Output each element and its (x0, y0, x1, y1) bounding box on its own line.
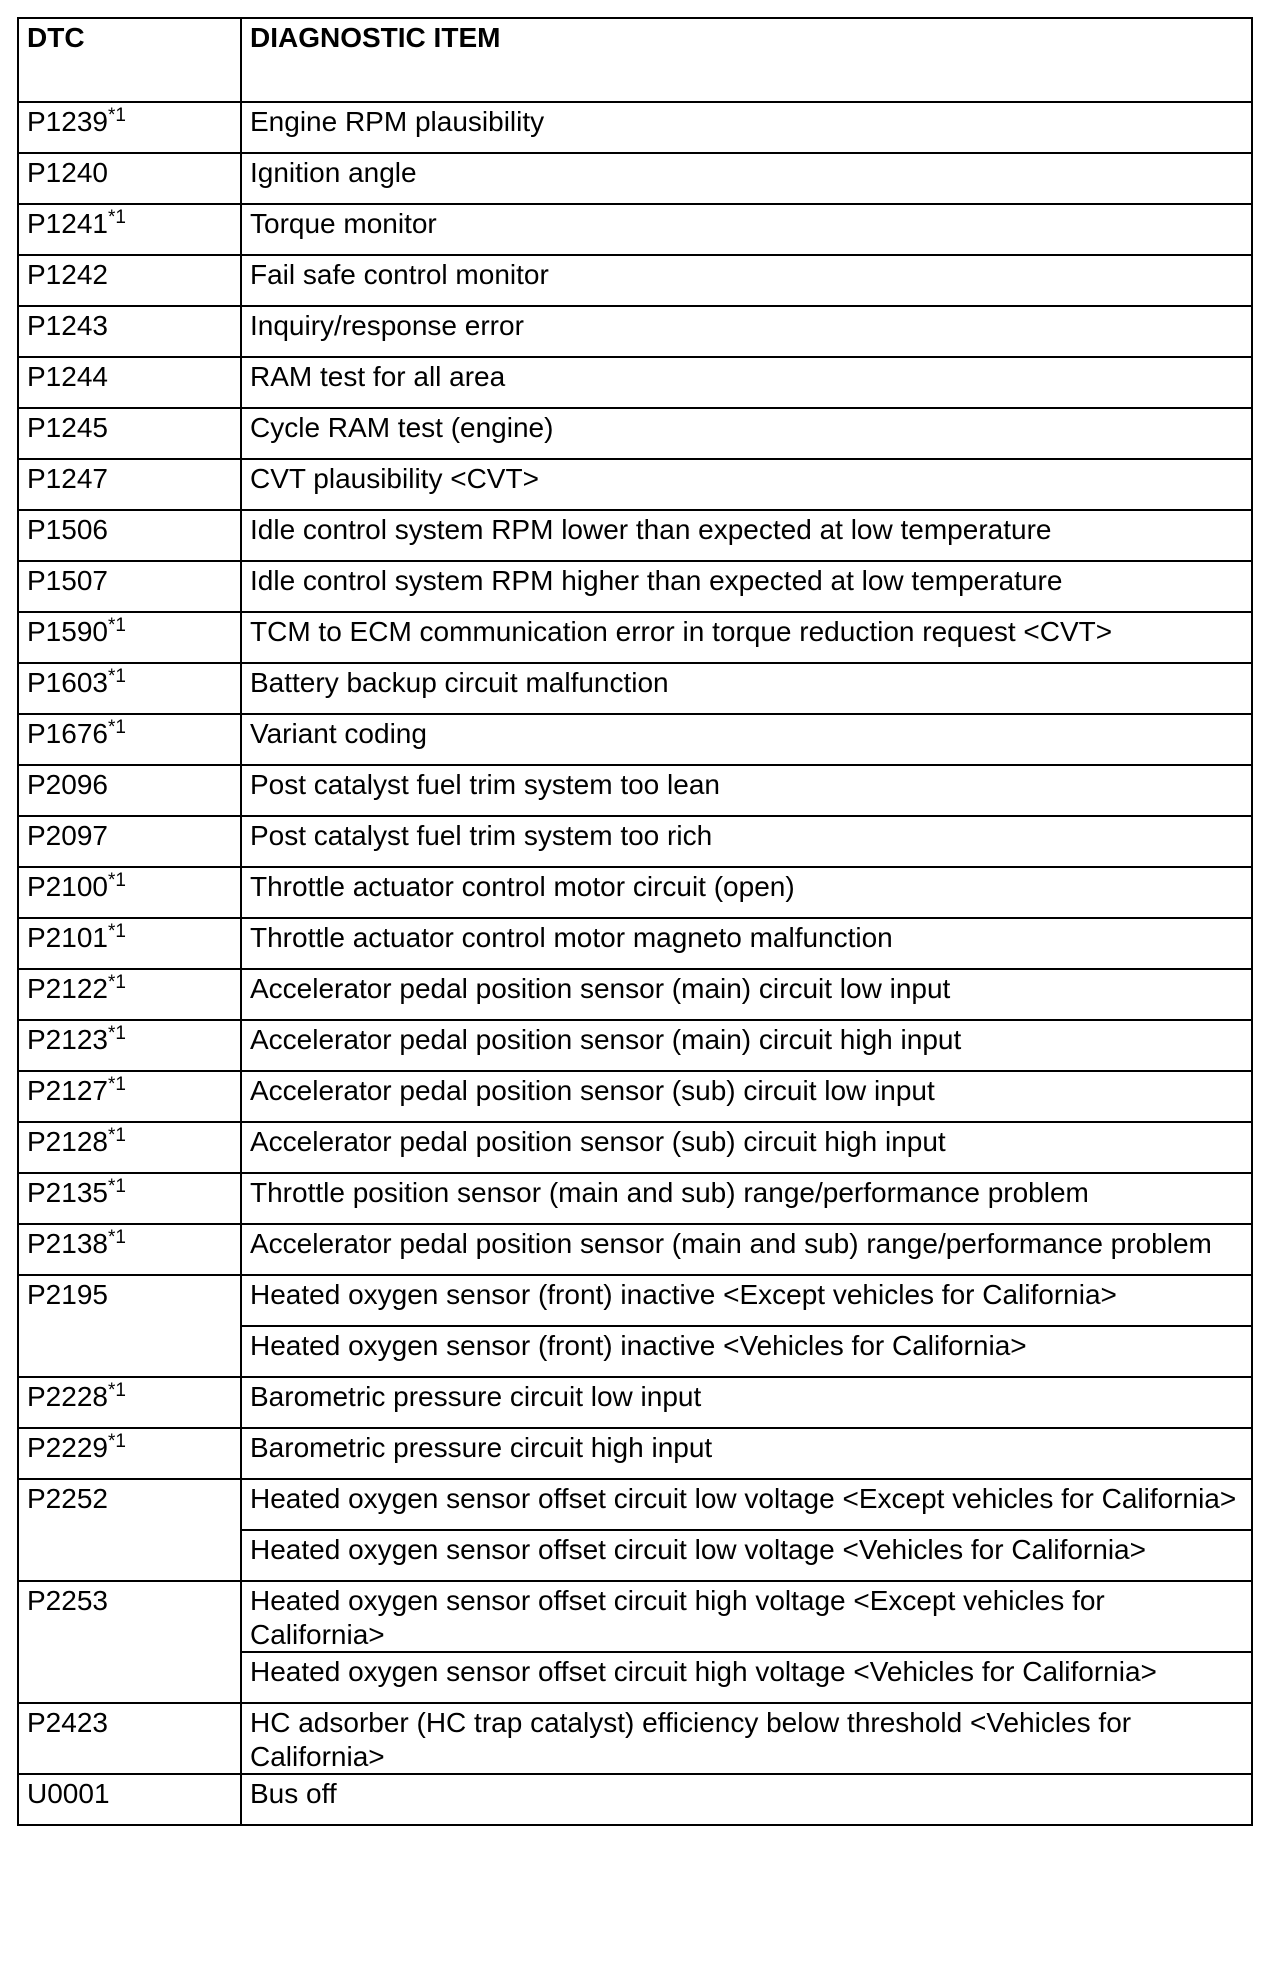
diagnostic-item-cell: Post catalyst fuel trim system too rich (241, 816, 1252, 867)
diagnostic-item-cell: Idle control system RPM lower than expected at low temperature (241, 510, 1252, 561)
dtc-code-cell (18, 1122, 241, 1173)
diagnostic-item-cell: Torque monitor (241, 204, 1252, 255)
diagnostic-item-cell: HC adsorber (HC trap catalyst) efficiency below threshold <Vehicles for California> (241, 1703, 1252, 1774)
dtc-code: P1240 (27, 157, 108, 188)
diagnostic-item-cell: Throttle actuator control motor circuit (open) (241, 867, 1252, 918)
dtc-code: P2097 (27, 820, 108, 851)
table-row (18, 1122, 1252, 1173)
dtc-code-cell (18, 255, 241, 306)
dtc-code-cell (18, 612, 241, 663)
dtc-code: P2423 (27, 1707, 108, 1739)
footnote-marker: *1 (107, 1023, 126, 1044)
dtc-code-cell (18, 204, 241, 255)
table-row (18, 1020, 1252, 1071)
dtc-code-cell (18, 1224, 241, 1275)
diagnostic-item-cell: Fail safe control monitor (241, 255, 1252, 306)
table-row (18, 612, 1252, 663)
diagnostic-item-cell: Accelerator pedal position sensor (sub) circuit high input (241, 1122, 1252, 1173)
dtc-code: P1247 (27, 463, 108, 494)
dtc-code-cell (18, 918, 241, 969)
dtc-code-cell (18, 1774, 241, 1825)
diagnostic-item-cell: Engine RPM plausibility (241, 102, 1252, 153)
dtc-code-cell (18, 306, 241, 357)
dtc-code: P2100 (27, 871, 108, 902)
diagnostic-item-cell: Throttle position sensor (main and sub) range/performance problem (241, 1173, 1252, 1224)
diagnostic-item-cell: Heated oxygen sensor offset circuit low voltage <Except vehicles for California> (241, 1479, 1252, 1530)
table-row (18, 561, 1252, 612)
table-row (18, 867, 1252, 918)
dtc-code-cell (18, 663, 241, 714)
table-row (18, 408, 1252, 459)
diagnostic-item-cell: Throttle actuator control motor magneto malfunction (241, 918, 1252, 969)
diagnostic-item-cell: Battery backup circuit malfunction (241, 663, 1252, 714)
dtc-code-cell (18, 1020, 241, 1071)
dtc-code: P2128 (27, 1126, 108, 1157)
diagnostic-item-cell: Post catalyst fuel trim system too lean (241, 765, 1252, 816)
diagnostic-item-cell: Inquiry/response error (241, 306, 1252, 357)
diagnostic-item-cell: Accelerator pedal position sensor (main and sub) range/performance problem (241, 1224, 1252, 1275)
dtc-code: P2228 (27, 1381, 108, 1412)
table-row (18, 1581, 1252, 1652)
diagnostic-item-cell: Ignition angle (241, 153, 1252, 204)
dtc-code-cell (18, 1071, 241, 1122)
table-row (18, 969, 1252, 1020)
dtc-code-cell (18, 1275, 241, 1377)
header-row (18, 18, 1252, 102)
diagnostic-item-cell: TCM to ECM communication error in torque reduction request <CVT> (241, 612, 1252, 663)
footnote-marker: *1 (107, 1227, 126, 1248)
dtc-code-cell (18, 816, 241, 867)
dtc-code: P2229 (27, 1432, 108, 1463)
dtc-code: P2127 (27, 1075, 108, 1106)
dtc-code-cell (18, 714, 241, 765)
dtc-code: P2123 (27, 1024, 108, 1055)
table-row (18, 918, 1252, 969)
table-row (18, 1774, 1252, 1825)
footnote-marker: *1 (107, 207, 126, 228)
footnote-marker: *1 (107, 666, 126, 687)
table-row (18, 153, 1252, 204)
table-row (18, 1428, 1252, 1479)
dtc-code: P1244 (27, 361, 108, 392)
footnote-marker: *1 (107, 1074, 126, 1095)
dtc-code-cell (18, 1377, 241, 1428)
diagnostic-item-cell: Heated oxygen sensor (front) inactive <Vehicles for California> (241, 1326, 1252, 1377)
dtc-code: P1243 (27, 310, 108, 341)
dtc-code: P2101 (27, 922, 108, 953)
table-row (18, 714, 1252, 765)
dtc-code-cell (18, 510, 241, 561)
dtc-code-cell (18, 357, 241, 408)
footnote-marker: *1 (107, 615, 126, 636)
header-dtc: DTC (18, 18, 241, 102)
dtc-code: P1676 (27, 718, 108, 749)
diagnostic-item-cell: Accelerator pedal position sensor (main) circuit low input (241, 969, 1252, 1020)
dtc-code-cell (18, 969, 241, 1020)
dtc-code-cell (18, 1173, 241, 1224)
diagnostic-item-cell: Variant coding (241, 714, 1252, 765)
dtc-code: P2135 (27, 1177, 108, 1208)
dtc-code-cell (18, 765, 241, 816)
footnote-marker: *1 (107, 1125, 126, 1146)
diagnostic-item-cell: RAM test for all area (241, 357, 1252, 408)
table-row (18, 204, 1252, 255)
diagnostic-item-cell: Barometric pressure circuit high input (241, 1428, 1252, 1479)
diagnostic-item-cell: CVT plausibility <CVT> (241, 459, 1252, 510)
table-row (18, 459, 1252, 510)
diagnostic-item-cell: Cycle RAM test (engine) (241, 408, 1252, 459)
dtc-code-cell (18, 1428, 241, 1479)
dtc-code-cell (18, 1581, 241, 1703)
footnote-marker: *1 (107, 105, 126, 126)
footnote-marker: *1 (107, 972, 126, 993)
dtc-code: P2096 (27, 769, 108, 800)
table-row (18, 765, 1252, 816)
dtc-code: P2253 (27, 1585, 108, 1616)
dtc-code-cell (18, 408, 241, 459)
dtc-code: U0001 (27, 1778, 110, 1810)
dtc-code-cell (18, 1703, 241, 1774)
dtc-code: P2138 (27, 1228, 108, 1259)
table-row (18, 1173, 1252, 1224)
dtc-body (18, 102, 1252, 1825)
dtc-code-cell (18, 561, 241, 612)
table-row (18, 1703, 1252, 1774)
dtc-code-cell (18, 1479, 241, 1581)
table-row (18, 663, 1252, 714)
dtc-code: P1242 (27, 259, 108, 290)
dtc-code: P1241 (27, 208, 108, 239)
table-row (18, 1071, 1252, 1122)
diagnostic-item-cell: Heated oxygen sensor offset circuit high voltage <Except vehicles for California> (241, 1581, 1252, 1652)
table-row (18, 1377, 1252, 1428)
table-row (18, 255, 1252, 306)
diagnostic-item-cell: Accelerator pedal position sensor (sub) circuit low input (241, 1071, 1252, 1122)
dtc-code: P2122 (27, 973, 108, 1004)
footnote-marker: *1 (107, 1431, 126, 1452)
diagnostic-item-cell: Accelerator pedal position sensor (main) circuit high input (241, 1020, 1252, 1071)
dtc-code: P1506 (27, 514, 108, 545)
dtc-code: P1245 (27, 412, 108, 443)
footnote-marker: *1 (107, 870, 126, 891)
dtc-code-cell (18, 153, 241, 204)
dtc-code: P2195 (27, 1279, 108, 1310)
diagnostic-item-cell: Heated oxygen sensor (front) inactive <Except vehicles for California> (241, 1275, 1252, 1326)
dtc-table (17, 17, 1253, 1826)
dtc-code-cell (18, 867, 241, 918)
table-row (18, 306, 1252, 357)
table-row (18, 357, 1252, 408)
table-row (18, 1479, 1252, 1530)
header-diagnostic-item: DIAGNOSTIC ITEM (241, 18, 1252, 102)
dtc-code: P1507 (27, 565, 108, 596)
table-row (18, 510, 1252, 561)
table-row (18, 1275, 1252, 1326)
diagnostic-item-cell: Heated oxygen sensor offset circuit low voltage <Vehicles for California> (241, 1530, 1252, 1581)
table-row (18, 816, 1252, 867)
table-row (18, 1224, 1252, 1275)
dtc-code-cell (18, 102, 241, 153)
table-row (18, 102, 1252, 153)
dtc-code: P2252 (27, 1483, 108, 1514)
footnote-marker: *1 (107, 1176, 126, 1197)
dtc-code: P1603 (27, 667, 108, 698)
diagnostic-item-cell: Barometric pressure circuit low input (241, 1377, 1252, 1428)
dtc-code: P1590 (27, 616, 108, 647)
diagnostic-item-cell: Bus off (241, 1774, 1252, 1825)
diagnostic-item-cell: Heated oxygen sensor offset circuit high voltage <Vehicles for California> (241, 1652, 1252, 1703)
dtc-code: P1239 (27, 106, 108, 137)
dtc-code-cell (18, 459, 241, 510)
diagnostic-item-cell: Idle control system RPM higher than expected at low temperature (241, 561, 1252, 612)
footnote-marker: *1 (107, 717, 126, 738)
footnote-marker: *1 (107, 1380, 126, 1401)
footnote-marker: *1 (107, 921, 126, 942)
